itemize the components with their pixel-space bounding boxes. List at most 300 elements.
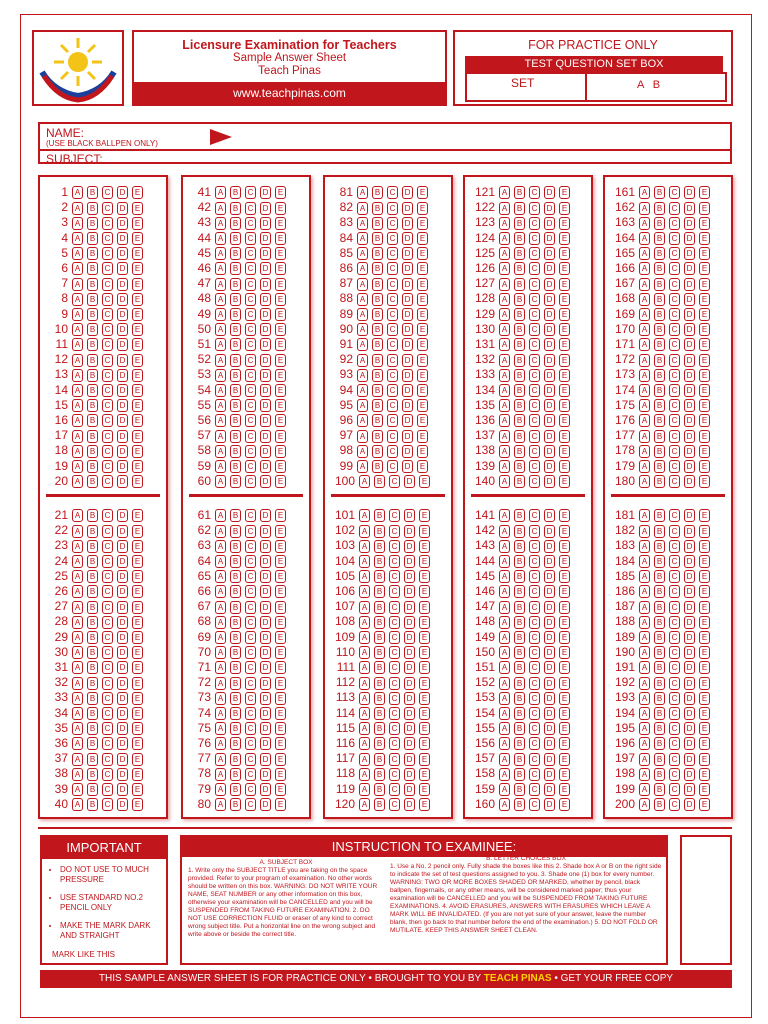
choice-bubble-b[interactable]: B [87,631,98,644]
choice-bubble-a[interactable]: A [215,399,226,412]
choice-bubble-c[interactable]: C [387,262,398,275]
choice-bubble-b[interactable]: B [374,737,385,750]
choice-bubble-a[interactable]: A [639,616,650,629]
choice-bubble-b[interactable]: B [374,570,385,583]
choice-bubble-b[interactable]: B [87,646,98,659]
choice-bubble-a[interactable]: A [215,262,226,275]
choice-bubble-d[interactable]: D [404,601,415,614]
choice-bubble-e[interactable]: E [275,308,286,321]
choice-bubble-d[interactable]: D [544,475,555,488]
choice-bubble-c[interactable]: C [669,217,680,230]
choice-bubble-b[interactable]: B [654,445,665,458]
choice-bubble-a[interactable]: A [72,707,83,720]
choice-bubble-c[interactable]: C [102,399,113,412]
choice-bubble-c[interactable]: C [529,384,540,397]
choice-bubble-d[interactable]: D [684,414,695,427]
choice-bubble-b[interactable]: B [230,540,241,553]
choice-bubble-d[interactable]: D [117,631,128,644]
choice-bubble-a[interactable]: A [639,570,650,583]
choice-bubble-a[interactable]: A [639,555,650,568]
choice-bubble-d[interactable]: D [260,646,271,659]
choice-bubble-a[interactable]: A [359,737,370,750]
choice-bubble-a[interactable]: A [72,768,83,781]
choice-bubble-d[interactable]: D [404,722,415,735]
choice-bubble-e[interactable]: E [132,555,143,568]
choice-bubble-c[interactable]: C [389,509,400,522]
choice-bubble-d[interactable]: D [117,555,128,568]
choice-bubble-c[interactable]: C [529,186,540,199]
choice-bubble-c[interactable]: C [529,555,540,568]
choice-bubble-c[interactable]: C [669,631,680,644]
choice-bubble-c[interactable]: C [669,338,680,351]
choice-bubble-c[interactable]: C [102,646,113,659]
choice-bubble-e[interactable]: E [132,323,143,336]
choice-bubble-b[interactable]: B [87,540,98,553]
choice-bubble-c[interactable]: C [102,585,113,598]
choice-bubble-b[interactable]: B [372,202,383,215]
choice-bubble-e[interactable]: E [559,323,570,336]
choice-bubble-d[interactable]: D [117,737,128,750]
choice-bubble-a[interactable]: A [215,646,226,659]
choice-bubble-a[interactable]: A [215,460,226,473]
choice-bubble-c[interactable]: C [245,585,256,598]
choice-bubble-a[interactable]: A [359,722,370,735]
choice-bubble-a[interactable]: A [215,753,226,766]
choice-bubble-e[interactable]: E [417,430,428,443]
choice-bubble-c[interactable]: C [529,707,540,720]
choice-bubble-c[interactable]: C [387,232,398,245]
choice-bubble-b[interactable]: B [654,753,665,766]
choice-bubble-c[interactable]: C [529,308,540,321]
choice-bubble-a[interactable]: A [72,475,83,488]
choice-bubble-a[interactable]: A [359,631,370,644]
choice-bubble-c[interactable]: C [389,540,400,553]
choice-bubble-a[interactable]: A [215,616,226,629]
choice-bubble-d[interactable]: D [544,692,555,705]
choice-bubble-c[interactable]: C [102,570,113,583]
choice-bubble-e[interactable]: E [699,601,710,614]
choice-bubble-e[interactable]: E [417,338,428,351]
choice-bubble-d[interactable]: D [684,278,695,291]
choice-bubble-e[interactable]: E [275,692,286,705]
choice-bubble-a[interactable]: A [72,460,83,473]
choice-bubble-b[interactable]: B [514,555,525,568]
choice-bubble-e[interactable]: E [417,414,428,427]
choice-bubble-e[interactable]: E [559,278,570,291]
choice-bubble-c[interactable]: C [669,323,680,336]
choice-bubble-b[interactable]: B [374,677,385,690]
choice-bubble-b[interactable]: B [230,616,241,629]
choice-bubble-e[interactable]: E [699,202,710,215]
choice-bubble-e[interactable]: E [275,338,286,351]
choice-bubble-e[interactable]: E [419,722,430,735]
choice-bubble-c[interactable]: C [102,186,113,199]
choice-bubble-a[interactable]: A [357,323,368,336]
choice-bubble-d[interactable]: D [260,323,271,336]
choice-bubble-d[interactable]: D [684,384,695,397]
choice-bubble-c[interactable]: C [669,616,680,629]
choice-bubble-b[interactable]: B [230,525,241,538]
choice-bubble-a[interactable]: A [359,753,370,766]
choice-bubble-a[interactable]: A [72,293,83,306]
choice-bubble-b[interactable]: B [87,186,98,199]
choice-bubble-a[interactable]: A [72,616,83,629]
choice-bubble-e[interactable]: E [132,430,143,443]
choice-bubble-e[interactable]: E [417,445,428,458]
choice-bubble-a[interactable]: A [499,646,510,659]
choice-bubble-a[interactable]: A [639,585,650,598]
choice-bubble-a[interactable]: A [357,414,368,427]
choice-bubble-a[interactable]: A [357,262,368,275]
choice-bubble-e[interactable]: E [699,783,710,796]
choice-bubble-b[interactable]: B [87,555,98,568]
choice-bubble-b[interactable]: B [514,677,525,690]
choice-bubble-c[interactable]: C [387,354,398,367]
choice-bubble-c[interactable]: C [245,525,256,538]
choice-bubble-a[interactable]: A [72,555,83,568]
choice-bubble-c[interactable]: C [669,585,680,598]
choice-bubble-a[interactable]: A [215,737,226,750]
choice-bubble-a[interactable]: A [639,247,650,260]
choice-bubble-b[interactable]: B [654,354,665,367]
choice-bubble-d[interactable]: D [260,768,271,781]
choice-bubble-b[interactable]: B [654,247,665,260]
choice-bubble-d[interactable]: D [260,509,271,522]
choice-bubble-a[interactable]: A [639,798,650,811]
choice-bubble-b[interactable]: B [372,186,383,199]
choice-bubble-e[interactable]: E [559,646,570,659]
choice-bubble-e[interactable]: E [559,384,570,397]
choice-bubble-c[interactable]: C [245,445,256,458]
choice-bubble-b[interactable]: B [87,278,98,291]
choice-bubble-a[interactable]: A [215,414,226,427]
choice-bubble-e[interactable]: E [559,722,570,735]
choice-bubble-d[interactable]: D [404,783,415,796]
choice-bubble-b[interactable]: B [230,186,241,199]
choice-bubble-d[interactable]: D [684,509,695,522]
choice-bubble-d[interactable]: D [117,753,128,766]
choice-bubble-d[interactable]: D [404,707,415,720]
choice-bubble-b[interactable]: B [514,646,525,659]
choice-bubble-c[interactable]: C [529,369,540,382]
choice-bubble-a[interactable]: A [499,354,510,367]
choice-bubble-b[interactable]: B [514,798,525,811]
choice-bubble-e[interactable]: E [275,202,286,215]
choice-bubble-e[interactable]: E [132,293,143,306]
choice-bubble-e[interactable]: E [275,783,286,796]
choice-bubble-e[interactable]: E [275,460,286,473]
choice-bubble-c[interactable]: C [669,661,680,674]
choice-bubble-b[interactable]: B [230,707,241,720]
choice-bubble-b[interactable]: B [654,631,665,644]
choice-bubble-a[interactable]: A [215,677,226,690]
choice-bubble-d[interactable]: D [260,414,271,427]
choice-bubble-a[interactable]: A [357,445,368,458]
choice-bubble-c[interactable]: C [245,430,256,443]
choice-bubble-b[interactable]: B [87,262,98,275]
choice-bubble-a[interactable]: A [499,399,510,412]
choice-bubble-c[interactable]: C [102,369,113,382]
choice-bubble-d[interactable]: D [260,430,271,443]
choice-bubble-a[interactable]: A [359,661,370,674]
choice-bubble-c[interactable]: C [529,692,540,705]
choice-bubble-e[interactable]: E [132,768,143,781]
choice-bubble-e[interactable]: E [132,384,143,397]
choice-bubble-d[interactable]: D [684,445,695,458]
choice-bubble-c[interactable]: C [245,278,256,291]
choice-bubble-e[interactable]: E [559,585,570,598]
choice-bubble-b[interactable]: B [372,445,383,458]
choice-bubble-c[interactable]: C [389,798,400,811]
choice-bubble-b[interactable]: B [514,308,525,321]
choice-bubble-c[interactable]: C [387,460,398,473]
choice-bubble-a[interactable]: A [215,722,226,735]
choice-bubble-e[interactable]: E [559,509,570,522]
choice-bubble-c[interactable]: C [245,460,256,473]
choice-bubble-e[interactable]: E [132,798,143,811]
choice-bubble-e[interactable]: E [699,737,710,750]
choice-bubble-d[interactable]: D [684,570,695,583]
choice-bubble-d[interactable]: D [544,509,555,522]
choice-bubble-a[interactable]: A [215,570,226,583]
choice-bubble-a[interactable]: A [499,525,510,538]
choice-bubble-c[interactable]: C [102,293,113,306]
choice-bubble-b[interactable]: B [514,217,525,230]
choice-bubble-d[interactable]: D [684,247,695,260]
choice-bubble-a[interactable]: A [215,692,226,705]
choice-bubble-d[interactable]: D [260,338,271,351]
choice-bubble-a[interactable]: A [215,555,226,568]
choice-bubble-d[interactable]: D [684,338,695,351]
choice-bubble-d[interactable]: D [544,308,555,321]
choice-bubble-a[interactable]: A [359,540,370,553]
choice-bubble-e[interactable]: E [417,278,428,291]
choice-bubble-a[interactable]: A [357,247,368,260]
choice-bubble-a[interactable]: A [72,753,83,766]
choice-bubble-c[interactable]: C [102,616,113,629]
choice-bubble-e[interactable]: E [699,232,710,245]
choice-bubble-c[interactable]: C [529,354,540,367]
choice-bubble-b[interactable]: B [514,399,525,412]
choice-bubble-b[interactable]: B [654,798,665,811]
choice-bubble-c[interactable]: C [245,308,256,321]
choice-bubble-b[interactable]: B [230,631,241,644]
choice-bubble-d[interactable]: D [260,677,271,690]
choice-bubble-d[interactable]: D [544,247,555,260]
choice-bubble-c[interactable]: C [529,475,540,488]
choice-bubble-c[interactable]: C [529,247,540,260]
choice-bubble-d[interactable]: D [260,525,271,538]
choice-bubble-c[interactable]: C [245,247,256,260]
choice-bubble-d[interactable]: D [260,293,271,306]
choice-bubble-e[interactable]: E [417,217,428,230]
choice-bubble-c[interactable]: C [245,384,256,397]
choice-bubble-b[interactable]: B [654,677,665,690]
choice-bubble-c[interactable]: C [245,722,256,735]
choice-bubble-d[interactable]: D [684,783,695,796]
choice-bubble-b[interactable]: B [514,414,525,427]
choice-bubble-b[interactable]: B [87,202,98,215]
choice-bubble-d[interactable]: D [404,798,415,811]
choice-bubble-c[interactable]: C [669,308,680,321]
choice-bubble-a[interactable]: A [639,278,650,291]
choice-bubble-c[interactable]: C [102,525,113,538]
choice-bubble-b[interactable]: B [372,278,383,291]
choice-bubble-c[interactable]: C [389,692,400,705]
choice-bubble-b[interactable]: B [230,384,241,397]
choice-bubble-a[interactable]: A [499,631,510,644]
choice-bubble-e[interactable]: E [275,555,286,568]
choice-bubble-e[interactable]: E [559,399,570,412]
choice-bubble-e[interactable]: E [699,646,710,659]
choice-bubble-d[interactable]: D [402,323,413,336]
choice-bubble-d[interactable]: D [260,540,271,553]
choice-bubble-b[interactable]: B [514,631,525,644]
choice-bubble-d[interactable]: D [544,722,555,735]
choice-bubble-d[interactable]: D [117,585,128,598]
choice-bubble-d[interactable]: D [117,247,128,260]
choice-bubble-a[interactable]: A [499,570,510,583]
choice-bubble-c[interactable]: C [245,232,256,245]
choice-bubble-b[interactable]: B [374,768,385,781]
choice-bubble-e[interactable]: E [132,460,143,473]
choice-bubble-a[interactable]: A [499,293,510,306]
choice-bubble-b[interactable]: B [87,798,98,811]
choice-bubble-b[interactable]: B [87,308,98,321]
choice-bubble-a[interactable]: A [215,323,226,336]
choice-bubble-d[interactable]: D [544,186,555,199]
choice-bubble-a[interactable]: A [639,308,650,321]
choice-bubble-d[interactable]: D [684,631,695,644]
choice-bubble-c[interactable]: C [669,707,680,720]
choice-bubble-b[interactable]: B [87,475,98,488]
choice-bubble-c[interactable]: C [387,217,398,230]
choice-bubble-d[interactable]: D [684,399,695,412]
choice-bubble-e[interactable]: E [699,262,710,275]
choice-bubble-d[interactable]: D [260,247,271,260]
choice-bubble-c[interactable]: C [387,338,398,351]
set-choice-bubbles[interactable]: A B [637,79,664,91]
choice-bubble-e[interactable]: E [275,646,286,659]
choice-bubble-a[interactable]: A [639,768,650,781]
choice-bubble-d[interactable]: D [117,430,128,443]
choice-bubble-b[interactable]: B [654,384,665,397]
choice-bubble-e[interactable]: E [417,460,428,473]
choice-bubble-b[interactable]: B [374,525,385,538]
choice-bubble-c[interactable]: C [102,661,113,674]
choice-bubble-c[interactable]: C [245,646,256,659]
choice-bubble-e[interactable]: E [559,247,570,260]
choice-bubble-b[interactable]: B [514,430,525,443]
choice-bubble-c[interactable]: C [102,475,113,488]
choice-bubble-b[interactable]: B [87,722,98,735]
choice-bubble-e[interactable]: E [699,278,710,291]
choice-bubble-e[interactable]: E [419,585,430,598]
choice-bubble-e[interactable]: E [559,661,570,674]
choice-bubble-d[interactable]: D [404,475,415,488]
choice-bubble-a[interactable]: A [499,540,510,553]
choice-bubble-a[interactable]: A [359,601,370,614]
choice-bubble-d[interactable]: D [684,661,695,674]
choice-bubble-c[interactable]: C [102,338,113,351]
choice-bubble-b[interactable]: B [514,540,525,553]
choice-bubble-d[interactable]: D [684,232,695,245]
choice-bubble-d[interactable]: D [684,753,695,766]
choice-bubble-c[interactable]: C [245,707,256,720]
choice-bubble-c[interactable]: C [529,570,540,583]
choice-bubble-d[interactable]: D [117,384,128,397]
choice-bubble-e[interactable]: E [559,540,570,553]
choice-bubble-e[interactable]: E [275,631,286,644]
choice-bubble-d[interactable]: D [402,278,413,291]
choice-bubble-c[interactable]: C [387,369,398,382]
choice-bubble-c[interactable]: C [669,601,680,614]
choice-bubble-c[interactable]: C [669,186,680,199]
choice-bubble-b[interactable]: B [372,247,383,260]
choice-bubble-d[interactable]: D [260,737,271,750]
choice-bubble-c[interactable]: C [529,399,540,412]
choice-bubble-b[interactable]: B [514,616,525,629]
choice-bubble-b[interactable]: B [230,217,241,230]
choice-bubble-e[interactable]: E [419,661,430,674]
choice-bubble-c[interactable]: C [102,540,113,553]
choice-bubble-c[interactable]: C [669,278,680,291]
choice-bubble-e[interactable]: E [699,661,710,674]
choice-bubble-c[interactable]: C [387,247,398,260]
choice-bubble-e[interactable]: E [699,460,710,473]
choice-bubble-d[interactable]: D [117,323,128,336]
choice-bubble-b[interactable]: B [230,338,241,351]
choice-bubble-e[interactable]: E [132,202,143,215]
choice-bubble-a[interactable]: A [499,737,510,750]
choice-bubble-d[interactable]: D [260,369,271,382]
choice-bubble-a[interactable]: A [215,509,226,522]
choice-bubble-b[interactable]: B [654,278,665,291]
choice-bubble-d[interactable]: D [544,430,555,443]
choice-bubble-b[interactable]: B [374,585,385,598]
choice-bubble-e[interactable]: E [699,525,710,538]
choice-bubble-b[interactable]: B [514,661,525,674]
choice-bubble-a[interactable]: A [72,677,83,690]
choice-bubble-a[interactable]: A [639,262,650,275]
choice-bubble-e[interactable]: E [275,601,286,614]
choice-bubble-e[interactable]: E [699,798,710,811]
choice-bubble-c[interactable]: C [389,768,400,781]
choice-bubble-a[interactable]: A [72,369,83,382]
choice-bubble-b[interactable]: B [87,217,98,230]
choice-bubble-c[interactable]: C [245,293,256,306]
choice-bubble-a[interactable]: A [499,585,510,598]
choice-bubble-d[interactable]: D [404,737,415,750]
choice-bubble-c[interactable]: C [387,323,398,336]
choice-bubble-e[interactable]: E [132,475,143,488]
choice-bubble-c[interactable]: C [529,798,540,811]
choice-bubble-e[interactable]: E [132,278,143,291]
choice-bubble-a[interactable]: A [215,308,226,321]
choice-bubble-e[interactable]: E [699,555,710,568]
choice-bubble-c[interactable]: C [669,646,680,659]
choice-bubble-e[interactable]: E [419,631,430,644]
choice-bubble-b[interactable]: B [654,722,665,735]
choice-bubble-c[interactable]: C [669,737,680,750]
choice-bubble-d[interactable]: D [402,384,413,397]
choice-bubble-a[interactable]: A [72,232,83,245]
choice-bubble-e[interactable]: E [132,509,143,522]
choice-bubble-a[interactable]: A [499,247,510,260]
choice-bubble-b[interactable]: B [372,430,383,443]
choice-bubble-b[interactable]: B [372,414,383,427]
choice-bubble-e[interactable]: E [419,692,430,705]
